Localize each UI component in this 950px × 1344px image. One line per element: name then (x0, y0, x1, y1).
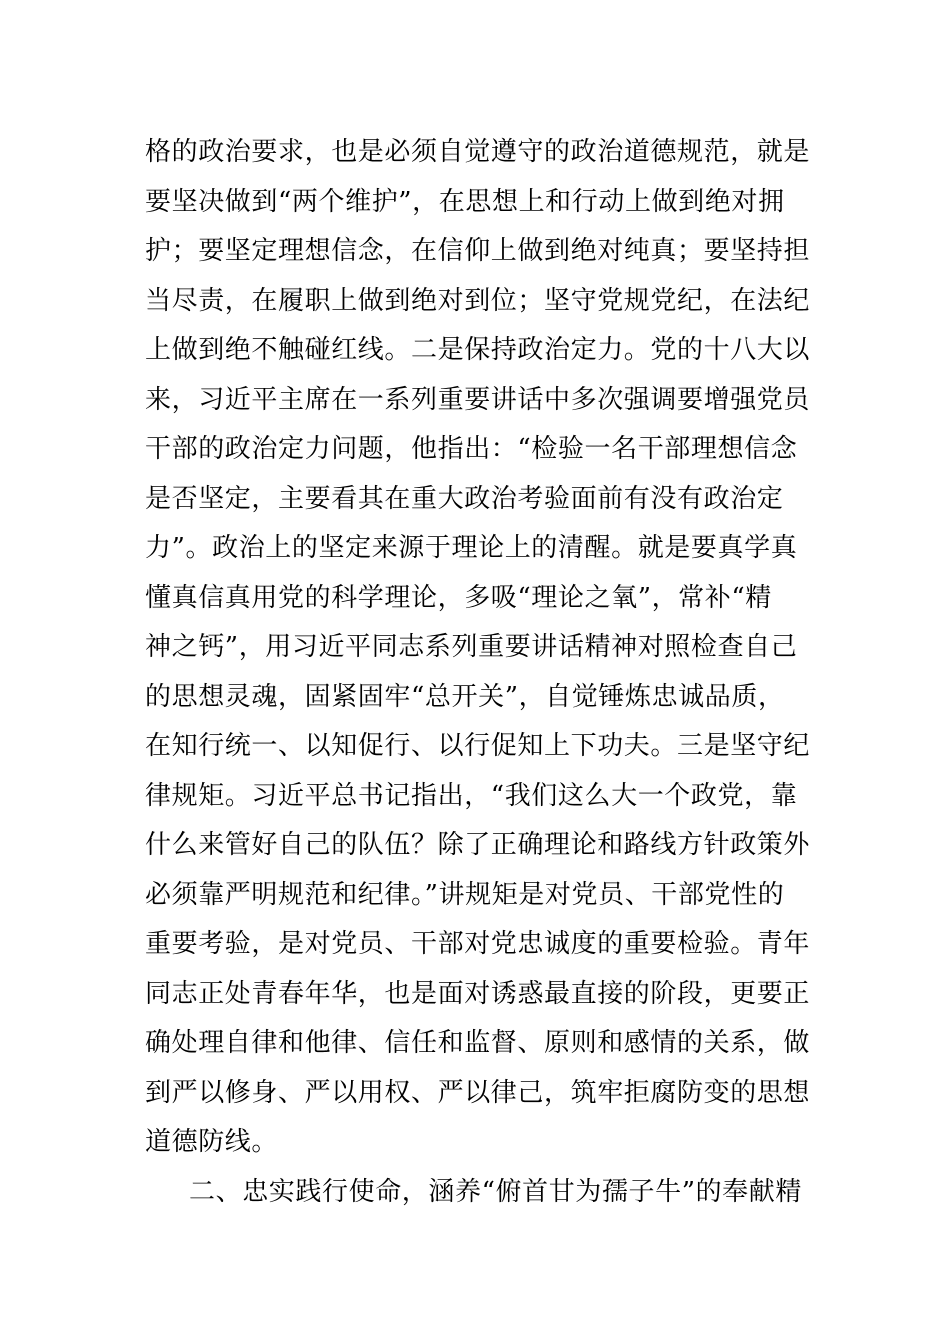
text-line: 律规矩。习近平总书记指出，“我们这么大一个政党，靠 (145, 780, 798, 811)
section-heading-line: 二、忠实践行使命，涵养“俯首甘为孺子牛”的奉献精 (189, 1176, 802, 1207)
text-line: 确处理自律和他律、信任和监督、原则和感情的关系，做 (145, 1028, 811, 1058)
body-text (145, 128, 815, 1217)
text-line: 是否坚定，主要看其在重大政治考验面前有没有政治定 (145, 483, 784, 514)
text-line: 到严以修身、严以用权、严以律己，筑牢拒腐防变的思想 (145, 1077, 811, 1108)
text-line: 道德防线。 (145, 1127, 279, 1157)
text-line: 同志正处青春年华，也是面对诱惑最直接的阶段，更要正 (145, 978, 811, 1009)
paragraph-2 (145, 1168, 815, 1218)
text-line: 来，习近平主席在一系列重要讲话中多次强调要增强党员 (145, 384, 811, 415)
text-line: 的思想灵魂，固紧固牢“总开关”，自觉锤炼忠诚品质， (145, 681, 785, 712)
text-line: 当尽责，在履职上做到绝对到位；坚守党规党纪，在法纪 (145, 285, 811, 316)
text-line: 干部的政治定力问题，他指出：“检验一名干部理想信念 (145, 434, 798, 464)
text-line: 必须靠严明规范和纪律。”讲规矩是对党员、干部党性的 (145, 879, 785, 910)
text-line: 格的政治要求，也是必须自觉遵守的政治道德规范，就是 (145, 137, 811, 167)
paragraph-1 (145, 128, 815, 1168)
text-line: 神之钙”，用习近平同志系列重要讲话精神对照检查自己 (145, 632, 798, 662)
text-line: 护；要坚定理想信念，在信仰上做到绝对纯真；要坚持担 (145, 236, 811, 266)
text-line: 什么来管好自己的队伍？除了正确理论和路线方针政策外 (145, 830, 811, 860)
text-line: 重要考验，是对党员、干部对党忠诚度的重要检验。青年 (145, 929, 811, 959)
text-line: 力”。政治上的坚定来源于理论上的清醒。就是要真学真 (145, 533, 798, 563)
text-line: 懂真信真用党的科学理论，多吸“理论之氧”，常补“精 (145, 582, 772, 613)
text-line: 上做到绝不触碰红线。二是保持政治定力。党的十八大以 (145, 335, 811, 365)
text-line: 在知行统一、以知促行、以行促知上下功夫。三是坚守纪 (145, 731, 811, 761)
text-line: 要坚决做到“两个维护”，在思想上和行动上做到绝对拥 (145, 186, 785, 217)
